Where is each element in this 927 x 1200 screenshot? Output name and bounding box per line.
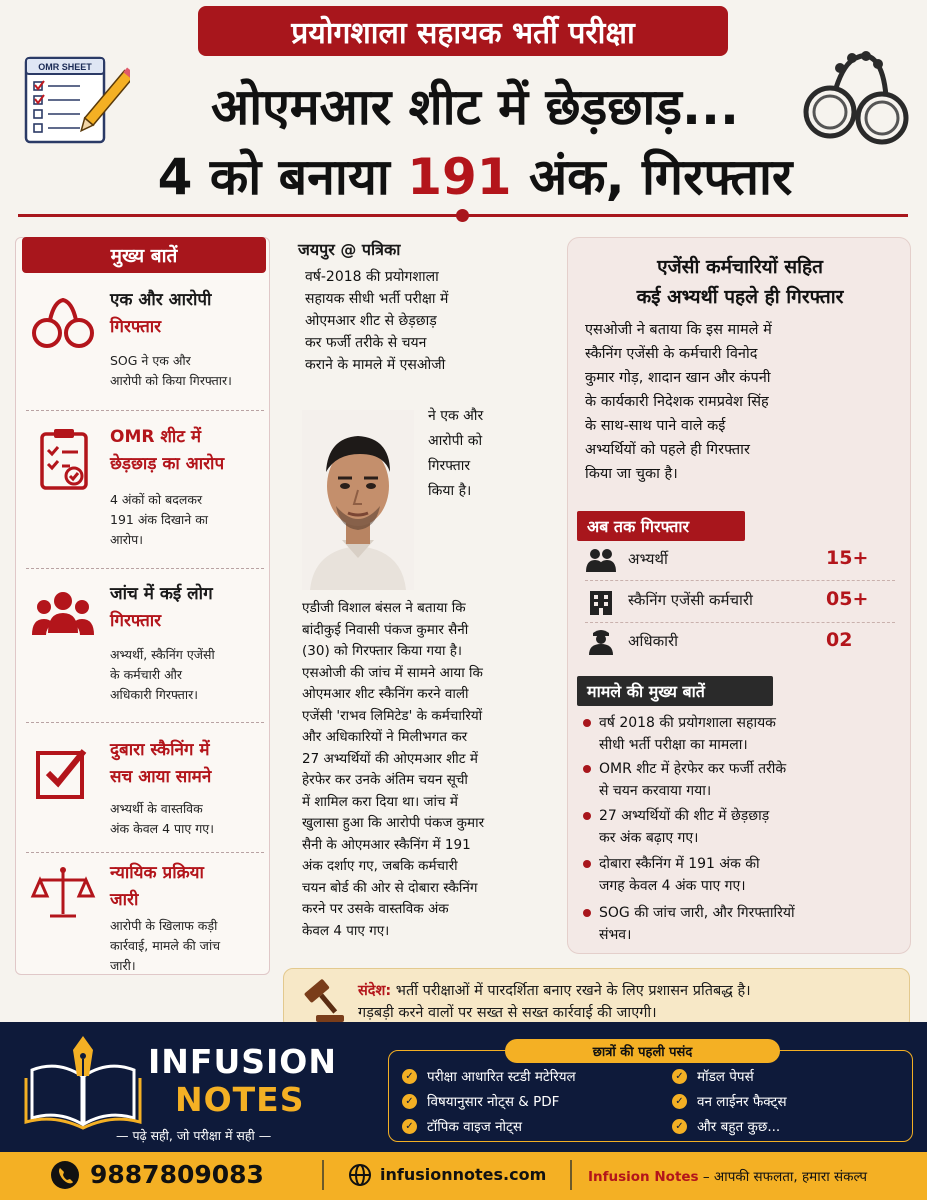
desc-line: आरोपी के खिलाफ कड़ी (110, 918, 218, 933)
desc-line: अधिकारी गिरफ्तार। (110, 687, 198, 702)
clipboard-check-icon (30, 426, 96, 492)
divider-dot (456, 209, 469, 222)
key-point-title (110, 424, 270, 478)
desc-line: आरोप। (110, 532, 143, 547)
article-line: चयन बोर्ड की ओर से दोबारा स्कैनिंग (302, 879, 478, 896)
key-point-item (24, 581, 268, 711)
title-red: OMR शीट में (110, 427, 201, 447)
body-line: स्कैनिंग एजेंसी के कर्मचारी विनोद (585, 346, 758, 362)
check-icon: ✓ (402, 1094, 417, 1109)
separator (322, 1160, 324, 1190)
handcuffs-icon (800, 30, 912, 150)
article-line: एसओजी की जांच में सामने आया कि (302, 664, 483, 681)
desc-line: अंक केवल 4 पाए गए। (110, 821, 214, 836)
point-line: कर अंक बढ़ाए गए। (599, 830, 699, 846)
check-icon: ✓ (402, 1119, 417, 1134)
key-point-item (24, 424, 268, 559)
stat-divider (585, 622, 895, 623)
point-line: जगह केवल 4 अंक पाए गए। (599, 878, 746, 894)
check-icon: ✓ (672, 1069, 687, 1084)
key-point-item (24, 287, 268, 402)
point-line: दोबारा स्कैनिंग में 191 अंक की (599, 856, 760, 872)
article-line: कराने के मामले में एसओजी (305, 357, 446, 373)
headline-line1: ओएमआर शीट में छेड़छाड़... (210, 78, 740, 136)
omr-label: OMR SHEET (38, 62, 92, 72)
desc-line: अभ्यर्थी, स्कैनिंग एजेंसी (110, 647, 215, 662)
feature-item (402, 1117, 522, 1135)
key-point-item (24, 737, 268, 847)
stat-label: अधिकारी (628, 632, 678, 650)
arrests-body (585, 318, 905, 486)
desc-line: कार्रवाई, मामले की जांच (110, 938, 221, 953)
article-intro-side (428, 404, 548, 504)
title-red: जारी (110, 890, 139, 910)
article-line: कर फर्जी तरीके से चयन (305, 335, 427, 351)
message-text (358, 980, 903, 1024)
key-point-title (110, 737, 270, 791)
article-line: सैनी के ओएमआर स्कैनिंग में 191 (302, 836, 471, 853)
article-line: किया है। (428, 483, 472, 499)
stat-value: 15+ (826, 547, 869, 569)
article-line: बांदीकुई निवासी पंकज कुमार सैनी (302, 621, 469, 638)
key-point-desc (110, 351, 270, 391)
bullet (583, 812, 591, 820)
features-title: छात्रों की पहली पसंद (505, 1039, 780, 1063)
check-icon: ✓ (672, 1094, 687, 1109)
item-divider (26, 722, 264, 723)
key-point-item (24, 860, 268, 973)
case-point (583, 758, 903, 802)
checkbox-tick-icon (30, 739, 96, 805)
omr-sheet-icon (20, 52, 130, 147)
message-line: गड़बड़ी करने वालों पर सख्त से सख्त कार्रवाई की जाएगी। (358, 1005, 657, 1021)
stat-label: अभ्यर्थी (628, 550, 668, 568)
globe-icon (348, 1163, 372, 1187)
case-points-title: मामले की मुख्य बातें (577, 676, 773, 706)
body-line: कुमार गोड़, शादान खान और कंपनी (585, 370, 771, 386)
key-point-title (110, 581, 270, 635)
title-red: न्यायिक प्रक्रिया (110, 863, 204, 883)
book-pen-logo-icon (24, 1030, 142, 1130)
people-icon (586, 546, 616, 574)
article-line: और अधिकारियों ने मिलीभगत कर (302, 729, 468, 745)
brand-name: INFUSION (148, 1042, 337, 1081)
article-line: खुलासा हुआ कि आरोपी पंकज कुमार (302, 815, 485, 831)
feature-label: मॉडल पेपर्स (697, 1069, 754, 1085)
brand-name-notes: NOTES (175, 1080, 305, 1119)
heading-line: एजेंसी कर्मचारियों सहित (657, 256, 823, 278)
article-line: एडीजी विशाल बंसल ने बताया कि (302, 600, 466, 616)
article-intro (305, 266, 555, 376)
article-line: ने एक और (428, 408, 484, 424)
body-line: एसओजी ने बताया कि इस मामले में (585, 322, 772, 338)
article-line: गिरफ्तार (428, 458, 471, 474)
phone-icon (50, 1160, 80, 1190)
body-line: के कार्यकारी निदेशक रामप्रवेश सिंह (585, 394, 769, 410)
key-point-title (110, 287, 270, 341)
dateline: जयपुर @ पत्रिका (298, 240, 401, 259)
desc-line: SOG ने एक और (110, 353, 191, 368)
headline-part: 4 को बनाया (157, 148, 408, 206)
case-point (583, 712, 903, 756)
article-line: 27 अभ्यर्थियों की ओएमआर शीट में (302, 750, 478, 767)
article-line: (30) को गिरफ्तार किया गया है। (302, 643, 463, 659)
item-divider (26, 410, 264, 411)
desc-line: अभ्यर्थी के वास्तविक (110, 801, 203, 816)
bullet (583, 860, 591, 868)
key-point-desc (110, 799, 270, 839)
item-divider (26, 568, 264, 569)
title-red: दुबारा स्कैनिंग में (110, 740, 210, 760)
desc-line: 191 अंक दिखाने का (110, 512, 209, 527)
key-points-title: मुख्य बातें (22, 237, 266, 273)
message-label: संदेश: (358, 983, 392, 999)
headline-part: अंक, गिरफ्तार (511, 148, 793, 206)
feature-item (672, 1117, 780, 1135)
body-line: किया जा चुका है। (585, 466, 678, 482)
group-people-icon (30, 583, 96, 649)
article-line: ओएमआर शीट स्कैनिंग करने वाली (302, 686, 469, 702)
point-line: संभव। (599, 927, 632, 943)
feature-item (402, 1067, 576, 1085)
stat-label: स्कैनिंग एजेंसी कर्मचारी (628, 591, 753, 609)
article-line: एजेंसी 'राभव लिमिटेड' के कर्मचारियों (302, 707, 483, 724)
separator (570, 1160, 572, 1190)
bullet (583, 765, 591, 773)
feature-label: वन लाईनर फैक्ट्स (697, 1094, 787, 1110)
article-line: आरोपी को (428, 433, 483, 449)
point-line: 27 अभ्यर्थियों की शीट में छेड़छाड़ (599, 808, 770, 824)
feature-item (672, 1092, 787, 1110)
check-icon: ✓ (672, 1119, 687, 1134)
top-banner (198, 6, 728, 56)
point-line: सीधी भर्ती परीक्षा का मामला। (599, 737, 748, 753)
title-red: गिरफ्तार (110, 317, 162, 337)
brand-tagline: — पढ़े सही, जो परीक्षा में सही — (116, 1128, 272, 1143)
arrests-heading (575, 252, 905, 312)
slogan-brand: Infusion Notes (588, 1169, 699, 1185)
feature-label: विषयानुसार नोट्स & PDF (427, 1094, 560, 1110)
article-line: सहायक सीधी भर्ती परीक्षा में (305, 291, 449, 307)
case-point (583, 853, 903, 897)
feature-label: और बहुत कुछ... (697, 1119, 781, 1135)
accused-photo (302, 410, 414, 590)
officer-icon (586, 627, 616, 655)
title-red: छेड़छाड़ का आरोप (110, 454, 225, 474)
case-point (583, 805, 903, 849)
case-point (583, 902, 903, 946)
point-line: वर्ष 2018 की प्रयोगशाला सहायक (599, 715, 776, 731)
article-line: हेरफेर कर उनके अंतिम चयन सूची (302, 772, 468, 788)
banner-text: प्रयोगशाला सहायक भर्ती परीक्षा (291, 15, 635, 51)
gavel-icon (296, 975, 348, 1025)
feature-item (402, 1092, 559, 1110)
slogan-text: – आपकी सफलता, हमारा संकल्प (698, 1169, 868, 1185)
key-point-desc (110, 490, 270, 550)
website-link[interactable]: infusionnotes.com (380, 1165, 547, 1184)
check-icon: ✓ (402, 1069, 417, 1084)
key-point-desc (110, 916, 270, 976)
feature-label: टॉपिक वाइज नोट्स (427, 1119, 522, 1135)
article-line: अंक दर्शाए गए, जबकि कर्मचारी (302, 858, 458, 874)
desc-line: जारी। (110, 958, 136, 973)
body-line: अभ्यर्थियों को पहले ही गिरफ्तार (585, 442, 750, 458)
headline-number: 191 (407, 148, 512, 206)
point-line: SOG की जांच जारी, और गिरफ्तारियों (599, 905, 795, 921)
stat-value: 05+ (826, 588, 869, 610)
message-line: भर्ती परीक्षाओं में पारदर्शिता बनाए रखने के लिए प्रशासन प्रतिबद्ध है। (391, 983, 751, 999)
heading-line: कई अभ्यर्थी पहले ही गिरफ्तार (636, 286, 844, 308)
handcuffs-icon (30, 289, 96, 355)
article-line: केवल 4 पाए गए। (302, 922, 390, 939)
stat-divider (585, 580, 895, 581)
key-point-desc (110, 645, 270, 705)
title-black: जांच में कई लोग (110, 584, 213, 604)
bullet (583, 719, 591, 727)
feature-label: परीक्षा आधारित स्टडी मटेरियल (427, 1069, 576, 1085)
article-body (302, 598, 552, 942)
building-icon (586, 587, 616, 615)
scales-justice-icon (30, 862, 96, 928)
title-red: सच आया सामने (110, 767, 212, 787)
phone-number[interactable]: 9887809083 (90, 1160, 264, 1189)
arrested-so-far-title: अब तक गिरफ्तार (577, 511, 745, 541)
stat-value: 02 (826, 629, 853, 651)
body-line: के साथ-साथ पाने वाले कई (585, 418, 726, 434)
bullet (583, 909, 591, 917)
point-line: से चयन करवाया गया। (599, 783, 712, 799)
headline-line2 (130, 146, 820, 208)
point-line: OMR शीट में हेरफेर कर फर्जी तरीके (599, 761, 787, 777)
key-point-title (110, 860, 270, 914)
title-black: एक और आरोपी (110, 290, 212, 310)
article-line: वर्ष-2018 की प्रयोगशाला (305, 269, 439, 285)
desc-line: के कर्मचारी और (110, 667, 183, 682)
title-red: गिरफ्तार (110, 611, 162, 631)
desc-line: आरोपी को किया गिरफ्तार। (110, 373, 232, 388)
article-line: करने पर उसके वास्तविक अंक (302, 901, 449, 917)
article-line: ओएमआर शीट से छेड़छाड़ (305, 313, 437, 329)
brand-slogan (588, 1167, 867, 1185)
item-divider (26, 852, 264, 853)
feature-item (672, 1067, 754, 1085)
article-line: में शामिल करा दिया था। जांच में (302, 793, 458, 810)
desc-line: 4 अंकों को बदलकर (110, 492, 203, 507)
